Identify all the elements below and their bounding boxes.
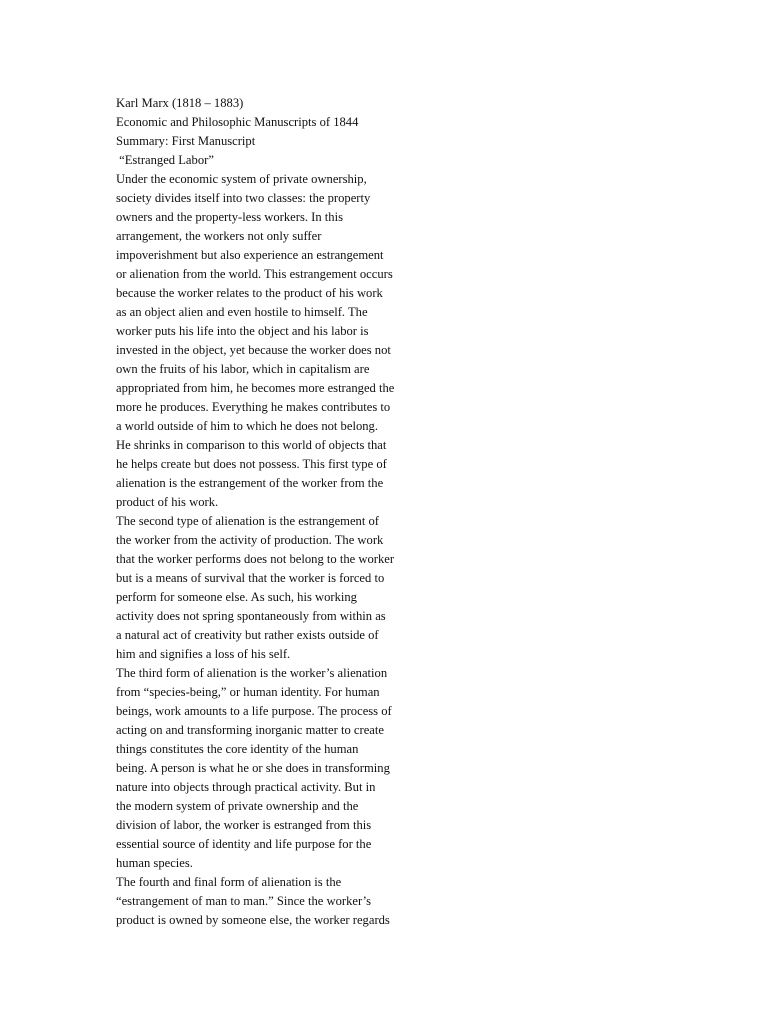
text-line: arrangement, the workers not only suffer bbox=[116, 229, 322, 243]
text-line: but is a means of survival that the worker is forced to bbox=[116, 571, 385, 585]
text-line: a natural act of creativity but rather exists outside of bbox=[116, 628, 379, 642]
text-line: the worker from the activity of production. The work bbox=[116, 533, 384, 547]
text-line: the modern system of private ownership and the bbox=[116, 799, 359, 813]
text-line: Economic and Philosophic Manuscripts of 1844 bbox=[116, 115, 359, 129]
text-line: things constitutes the core identity of the human bbox=[116, 742, 359, 756]
text-line: impoverishment but also experience an estrangement bbox=[116, 248, 384, 262]
text-line: division of labor, the worker is estranged from this bbox=[116, 818, 372, 832]
text-line: he helps create but does not possess. This first type of bbox=[116, 457, 387, 471]
text-line: from “species-being,” or human identity. For human bbox=[116, 685, 380, 699]
text-line: activity does not spring spontaneously from within as bbox=[116, 609, 386, 623]
text-line: invested in the object, yet because the worker does not bbox=[116, 343, 391, 357]
text-line: beings, work amounts to a life purpose. The process of bbox=[116, 704, 392, 718]
text-line: more he produces. Everything he makes contributes to bbox=[116, 400, 391, 414]
text-line: him and signifies a loss of his self. bbox=[116, 647, 291, 661]
text-line: He shrinks in comparison to this world of objects that bbox=[116, 438, 387, 452]
text-line: “estrangement of man to man.” Since the worker’s bbox=[116, 894, 372, 908]
text-line: being. A person is what he or she does in transforming bbox=[116, 761, 390, 775]
text-line: alienation is the estrangement of the worker from the bbox=[116, 476, 384, 490]
text-line: Summary: First Manuscript bbox=[116, 134, 256, 148]
text-line: product of his work. bbox=[116, 495, 219, 509]
text-line: own the fruits of his labor, which in capitalism are bbox=[116, 362, 370, 376]
text-line: that the worker performs does not belong to the worker bbox=[116, 552, 395, 566]
text-line: nature into objects through practical activity. But in bbox=[116, 780, 376, 794]
text-line: Under the economic system of private ownership, bbox=[116, 172, 367, 186]
document-text bbox=[116, 94, 421, 930]
text-line: worker puts his life into the object and his labor is bbox=[116, 324, 369, 338]
text-line: acting on and transforming inorganic matter to create bbox=[116, 723, 384, 737]
text-line: a world outside of him to which he does not belong. bbox=[116, 419, 378, 433]
text-line: society divides itself into two classes: the property bbox=[116, 191, 371, 205]
text-line: perform for someone else. As such, his working bbox=[116, 590, 357, 604]
text-line: human species. bbox=[116, 856, 193, 870]
text-line: The fourth and final form of alienation is the bbox=[116, 875, 342, 889]
text-line: “Estranged Labor” bbox=[116, 153, 214, 167]
text-line: The second type of alienation is the estrangement of bbox=[116, 514, 379, 528]
text-line: The third form of alienation is the worker’s alienation bbox=[116, 666, 388, 680]
text-line: appropriated from him, he becomes more estranged the bbox=[116, 381, 395, 395]
text-line: owners and the property-less workers. In this bbox=[116, 210, 343, 224]
text-line: essential source of identity and life purpose for the bbox=[116, 837, 372, 851]
text-line: product is owned by someone else, the worker regards bbox=[116, 913, 390, 927]
text-line: or alienation from the world. This estrangement occurs bbox=[116, 267, 393, 281]
text-line: because the worker relates to the product of his work bbox=[116, 286, 383, 300]
text-line: Karl Marx (1818 – 1883) bbox=[116, 96, 244, 110]
text-line: as an object alien and even hostile to himself. The bbox=[116, 305, 368, 319]
